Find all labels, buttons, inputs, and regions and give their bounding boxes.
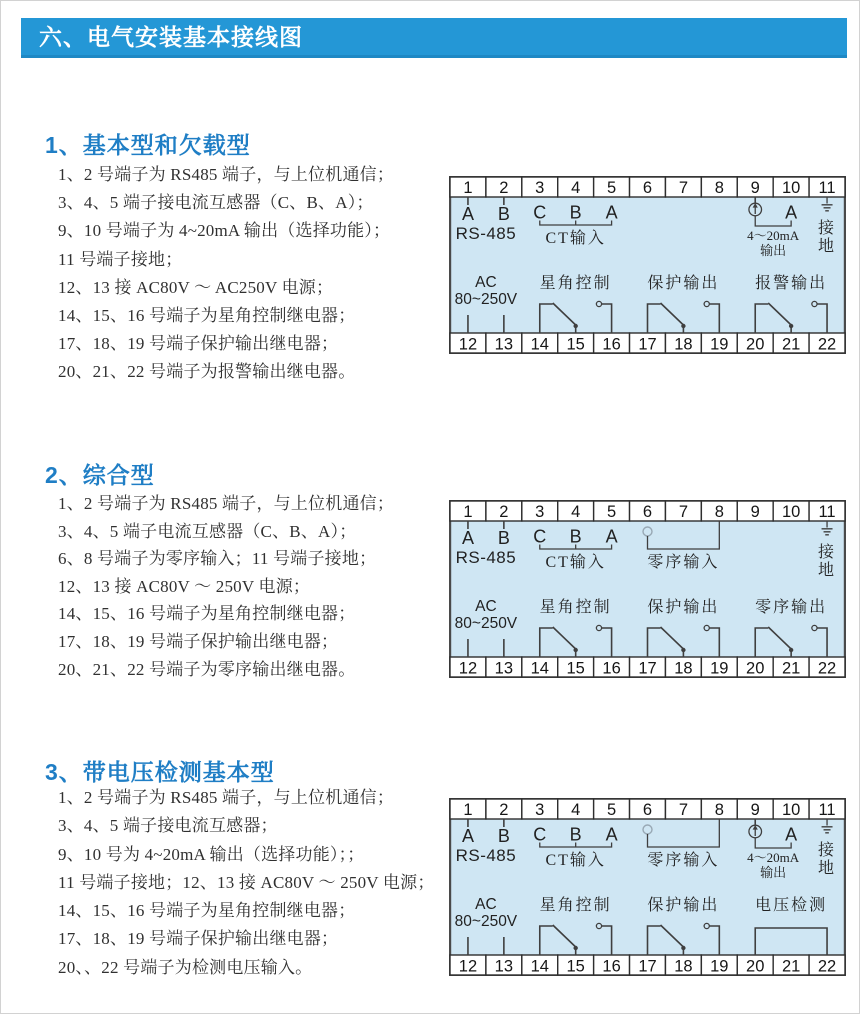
terminal-number: 5	[606, 801, 617, 819]
group-label: 保护输出	[647, 275, 720, 292]
ct-input-label: CT输入	[545, 852, 606, 869]
rs485-label: RS-485	[455, 548, 517, 567]
ground-label-2: 地	[818, 860, 837, 877]
wiring-diagram-comprehensive	[449, 500, 846, 678]
terminal-number: 1	[463, 503, 473, 521]
zero-seq-input-label: 零序输入	[647, 554, 720, 571]
terminal-number: 14	[530, 659, 549, 678]
body-line: 14、15、16 号端子为星角控制继电器；	[58, 306, 356, 326]
body-line: 17、18、19 号端子保护输出继电器；	[58, 334, 339, 354]
wiring-diagram-voltage-detect	[449, 798, 846, 976]
terminal-number: 12	[458, 335, 478, 354]
ct-phase-letter: A	[605, 824, 618, 845]
terminal-number: 16	[602, 659, 621, 678]
ma-range-label: 4～20mA	[747, 850, 800, 865]
section-body-basic	[58, 161, 448, 387]
chapter-title-bar	[21, 18, 847, 58]
terminal-number: 6	[642, 179, 653, 197]
terminal-number: 12	[458, 659, 478, 678]
terminal-number: 14	[530, 335, 549, 354]
ct-input-label: CT输入	[545, 554, 606, 571]
terminal-number: 8	[714, 179, 724, 197]
rs485-a-label: A	[461, 204, 474, 224]
terminal-number: 7	[678, 179, 689, 197]
terminal-number: 7	[678, 503, 689, 521]
group-label: 零序输出	[755, 599, 828, 616]
terminal-number: 13	[494, 335, 514, 354]
body-line: 1、2 号端子为 RS485 端子，与上位机通信；	[58, 494, 395, 513]
terminal-number: 13	[494, 659, 514, 678]
terminal-number: 15	[566, 659, 585, 678]
terminal-number: 7	[678, 801, 689, 819]
terminal-number: 16	[602, 335, 621, 354]
terminal-number: 13	[494, 957, 514, 976]
wiring-diagram-basic	[449, 176, 846, 354]
body-line: 1、2 号端子为 RS485 端子，与上位机通信；	[58, 788, 395, 807]
terminal-number: 4	[571, 179, 581, 197]
terminal-number: 18	[674, 957, 693, 976]
body-line: 3、4、5 端子电流互感器（C、B、A）；	[58, 521, 357, 541]
terminal-number: 19	[710, 957, 729, 976]
terminal-number: 10	[781, 801, 801, 819]
ct-phase-letter: B	[569, 824, 582, 845]
ma-a-label: A	[785, 202, 798, 223]
terminal-number: 6	[642, 503, 653, 521]
section-body-voltage-detect	[58, 784, 448, 982]
terminal-number: 3	[535, 801, 545, 819]
terminal-number: 17	[638, 957, 657, 976]
terminal-number: 2	[499, 801, 509, 819]
ma-range-label: 4～20mA	[747, 228, 800, 243]
terminal-number: 9	[750, 503, 760, 521]
terminal-number: 1	[463, 801, 473, 819]
body-line: 11 号端子接地；	[58, 249, 183, 269]
terminal-number: 5	[606, 503, 617, 521]
terminal-number: 4	[571, 503, 581, 521]
group-label: 报警输出	[755, 275, 828, 292]
power-ac-label: AC	[475, 274, 497, 291]
body-line: 20、21、22 号端子为报警输出继电器。	[58, 362, 356, 382]
terminal-number: 18	[674, 335, 693, 354]
section-heading-basic: 1、基本型和欠载型	[45, 132, 251, 158]
page-title: 六、电气安装基本接线图	[39, 24, 303, 50]
terminal-number: 20	[746, 957, 765, 976]
power-range-label: 80~250V	[454, 913, 518, 930]
terminal-number: 8	[714, 801, 724, 819]
body-line: 17、18、19 号端子保护输出继电器；	[58, 631, 339, 651]
body-line: 17、18、19 号端子保护输出继电器；	[58, 929, 339, 949]
terminal-number: 9	[750, 179, 760, 197]
rs485-b-label: B	[497, 528, 510, 548]
terminal-number: 21	[781, 957, 801, 976]
group-label: 星角控制	[539, 599, 612, 616]
terminal-number: 12	[458, 957, 478, 976]
rs485-label: RS-485	[455, 224, 517, 243]
ground-label-1: 接	[818, 220, 837, 237]
group-label: 电压检测	[755, 897, 828, 914]
group-label: 星角控制	[539, 275, 612, 292]
terminal-number: 22	[817, 957, 837, 976]
terminal-number: 19	[710, 659, 729, 678]
rs485-b-label: B	[497, 826, 510, 846]
ma-output-label: 输出	[760, 243, 787, 258]
power-range-label: 80~250V	[454, 615, 518, 632]
ma-output-label: 输出	[760, 865, 787, 880]
group-label: 保护输出	[647, 897, 720, 914]
body-line: 14、15、16 号端子为星角控制继电器；	[58, 604, 356, 624]
terminal-number: 3	[535, 503, 545, 521]
body-line: 14、15、16 号端子为星角控制继电器；	[58, 901, 356, 921]
terminal-number: 15	[566, 957, 585, 976]
power-ac-label: AC	[475, 896, 497, 913]
body-line: 6、8 号端子为零序输入；11 号端子接地；	[58, 549, 377, 569]
terminal-number: 11	[818, 503, 836, 521]
rs485-b-label: B	[497, 204, 510, 224]
rs485-a-label: A	[461, 826, 474, 846]
terminal-number: 19	[710, 335, 729, 354]
terminal-number: 2	[499, 503, 509, 521]
terminal-number: 8	[714, 503, 724, 521]
section-heading-comprehensive: 2、综合型	[45, 462, 155, 488]
terminal-number: 3	[535, 179, 545, 197]
terminal-number: 10	[781, 503, 801, 521]
terminal-number: 20	[746, 335, 765, 354]
terminal-number: 4	[571, 801, 581, 819]
body-line: 20、21、22 号端子为零序输出继电器。	[58, 659, 356, 679]
ground-label-1: 接	[818, 842, 837, 859]
terminal-number: 22	[817, 335, 837, 354]
power-ac-label: AC	[475, 598, 497, 615]
section-heading-voltage-detect: 3、带电压检测基本型	[45, 759, 275, 785]
terminal-number: 21	[781, 659, 801, 678]
terminal-number: 6	[642, 801, 653, 819]
ct-phase-letter: C	[533, 202, 547, 223]
ct-phase-letter: B	[569, 526, 582, 547]
terminal-number: 10	[781, 179, 801, 197]
group-label: 保护输出	[647, 599, 720, 616]
ground-label-2: 地	[818, 562, 837, 579]
body-line: 12、13 接 AC80V ～ AC250V 电源；	[58, 277, 334, 297]
ct-input-label: CT输入	[545, 230, 606, 247]
body-line: 1、2 号端子为 RS485 端子，与上位机通信；	[58, 165, 395, 184]
terminal-number: 16	[602, 957, 621, 976]
ct-phase-letter: A	[605, 202, 618, 223]
body-line: 9、10 号端子为 4~20mA 输出（选择功能）；	[58, 221, 391, 241]
terminal-number: 2	[499, 179, 509, 197]
ma-a-label: A	[785, 824, 798, 845]
terminal-number: 20	[746, 659, 765, 678]
terminal-number: 11	[818, 801, 836, 819]
ct-phase-letter: C	[533, 526, 547, 547]
group-label: 星角控制	[539, 897, 612, 914]
body-line: 3、4、5 端子接电流互感器；	[58, 816, 278, 836]
terminal-number: 1	[463, 179, 473, 197]
terminal-number: 21	[781, 335, 801, 354]
terminal-number: 22	[817, 659, 837, 678]
terminal-number: 17	[638, 335, 657, 354]
terminal-number: 11	[818, 179, 836, 197]
body-line: 12、13 接 AC80V ～ 250V 电源；	[58, 576, 311, 596]
power-range-label: 80~250V	[454, 291, 518, 308]
terminal-number: 5	[606, 179, 617, 197]
ground-label-2: 地	[818, 238, 837, 255]
rs485-a-label: A	[461, 528, 474, 548]
ct-phase-letter: B	[569, 202, 582, 223]
body-line: 9、10 号为 4~20mA 输出（选择功能）；；	[58, 844, 365, 864]
section-body-comprehensive	[58, 490, 448, 683]
body-line: 20、、22 号端子为检测电压输入。	[58, 957, 313, 977]
terminal-number: 15	[566, 335, 585, 354]
body-line: 11 号端子接地；12、13 接 AC80V ～ 250V 电源；	[58, 872, 435, 892]
body-line: 3、4、5 端子接电流互感器（C、B、A）；	[58, 193, 374, 213]
terminal-number: 14	[530, 957, 549, 976]
terminal-number: 18	[674, 659, 693, 678]
rs485-label: RS-485	[455, 846, 517, 865]
terminal-number: 9	[750, 801, 760, 819]
ct-phase-letter: C	[533, 824, 547, 845]
zero-seq-input-label: 零序输入	[647, 852, 720, 869]
ct-phase-letter: A	[605, 526, 618, 547]
terminal-number: 17	[638, 659, 657, 678]
ground-label-1: 接	[818, 544, 837, 561]
